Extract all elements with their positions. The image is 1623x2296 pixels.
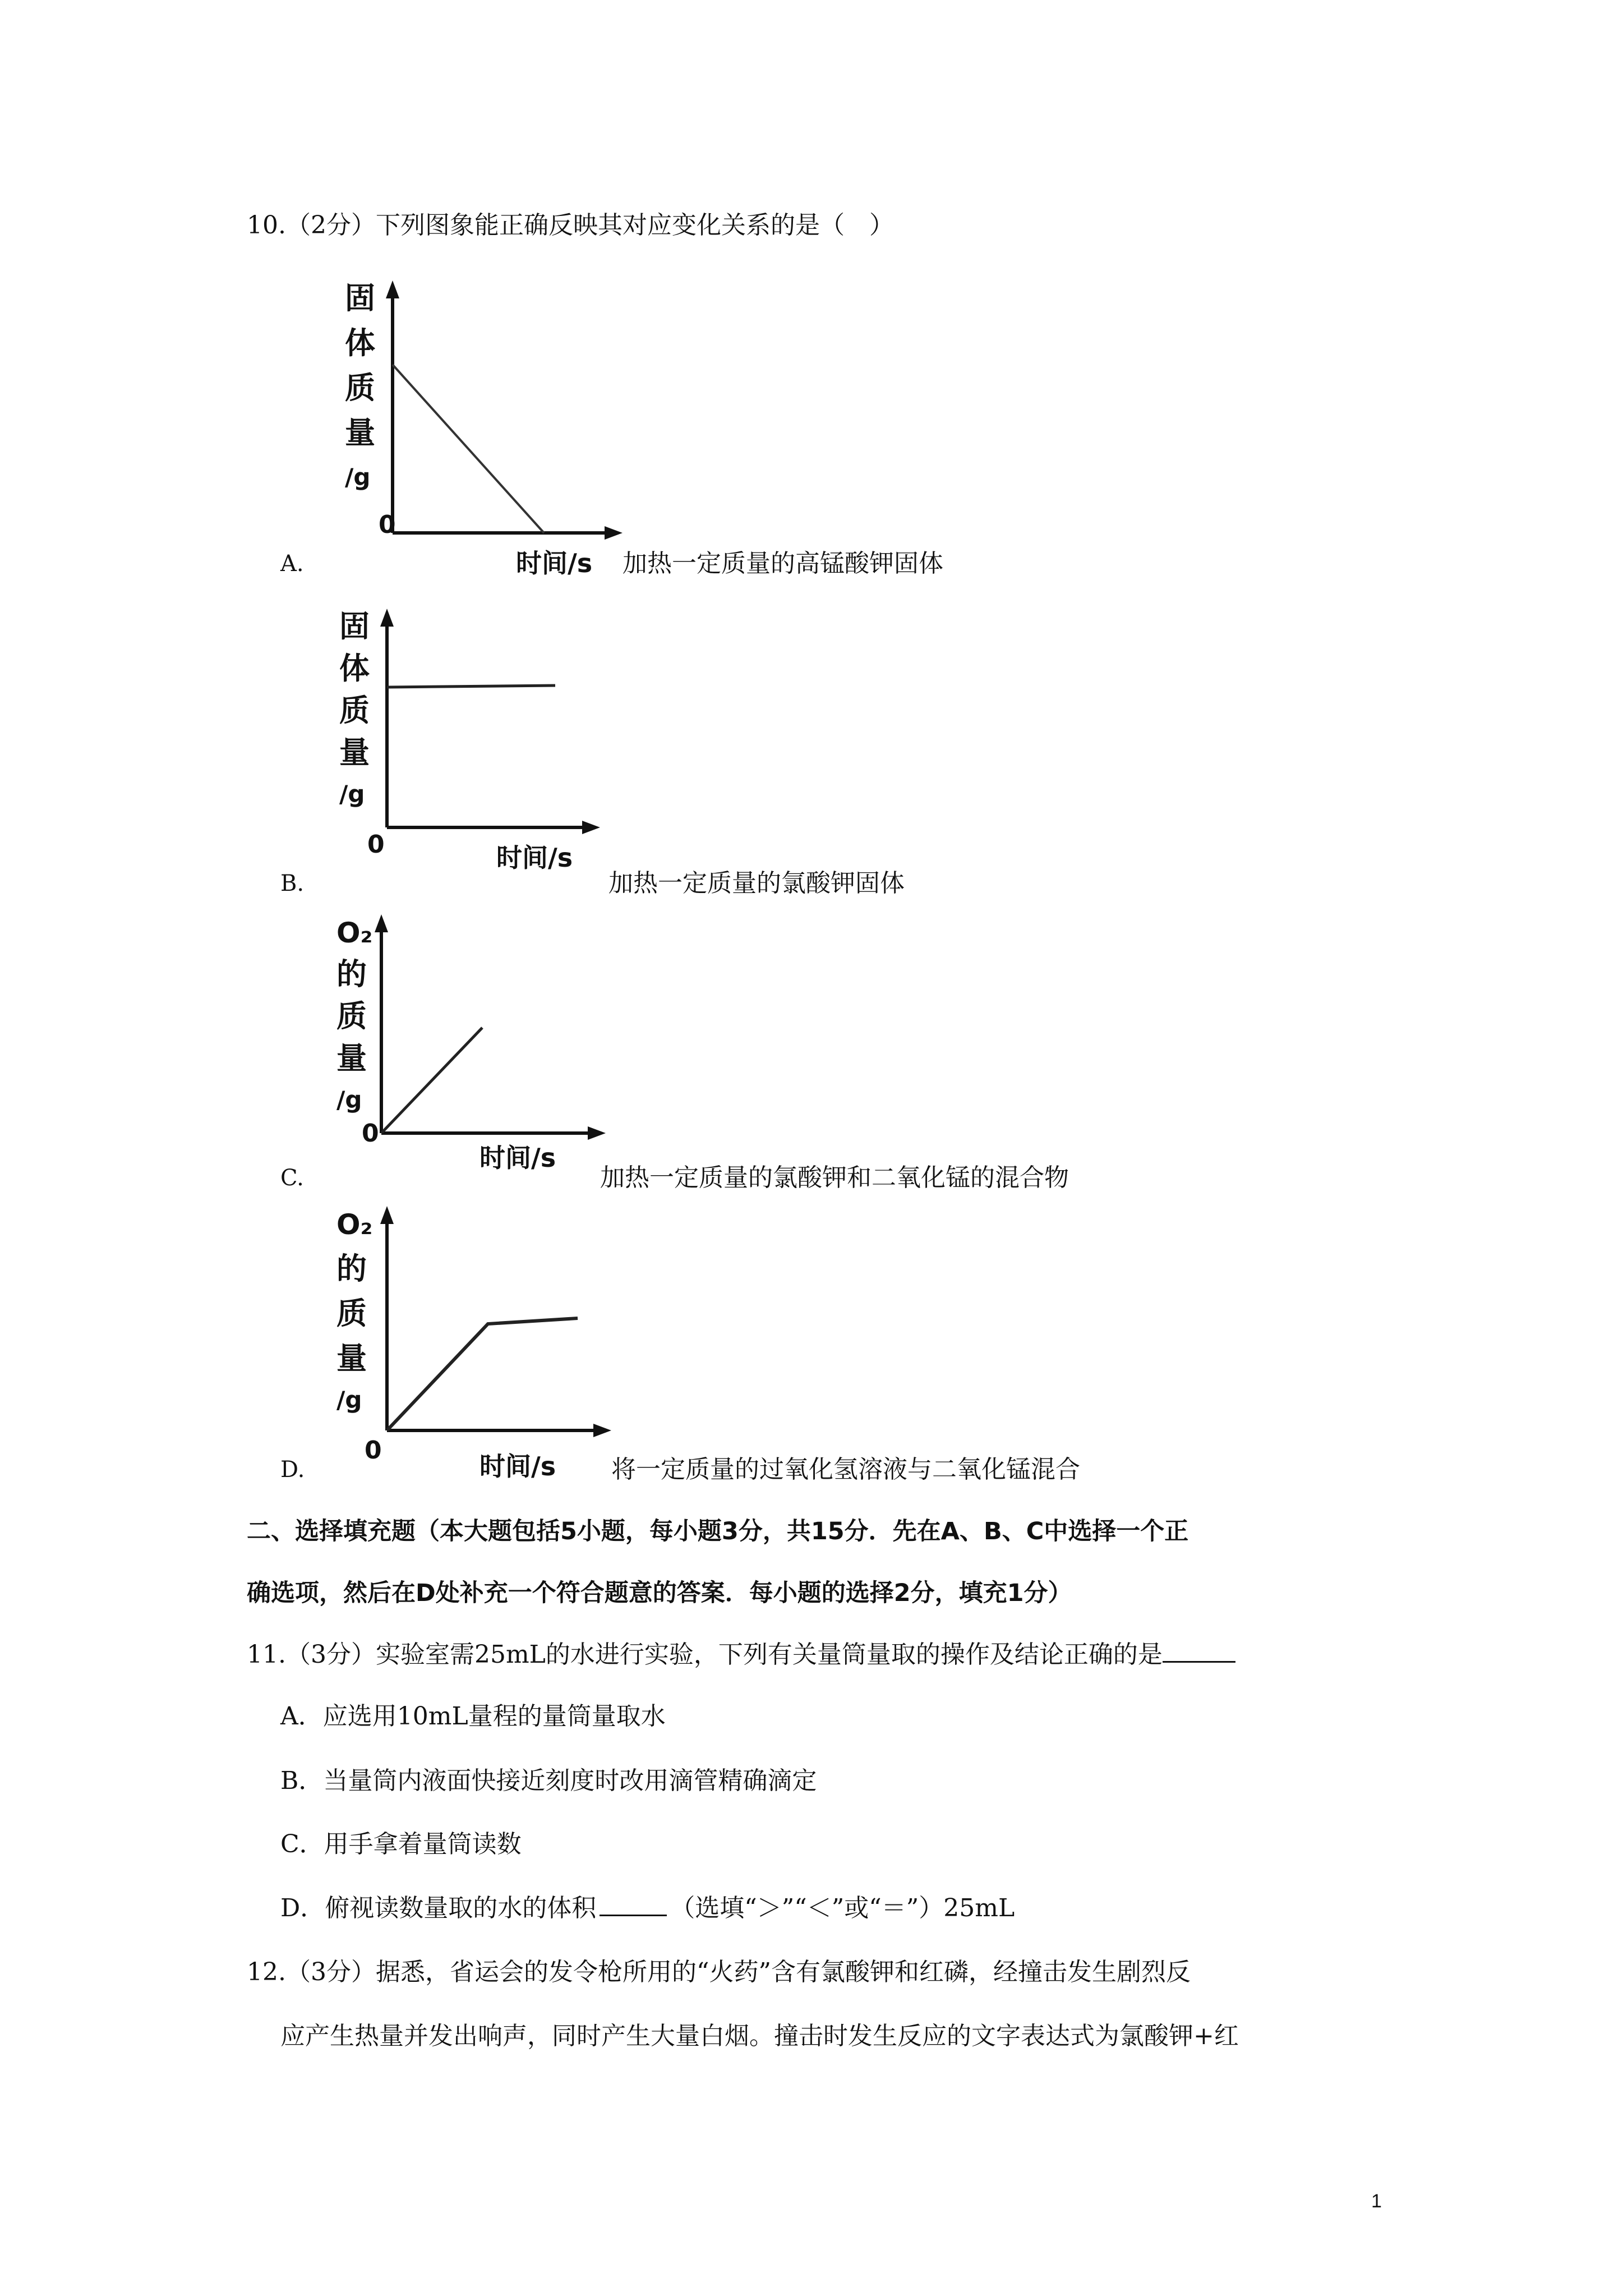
graph-option-b	[314, 603, 617, 884]
option-c-caption: 加热一定质量的氯酸钾和二氧化锰的混合物	[600, 1163, 1069, 1192]
x-label: 时间/s	[479, 1451, 556, 1481]
answer-blank[interactable]	[1163, 1639, 1235, 1663]
graph-option-a	[325, 275, 628, 589]
y-label-char: 量	[336, 1341, 367, 1376]
section2-heading-line1: 二、选择填充题（本大题包括5小题，每小题3分，共15分．先在A、B、C中选择一个正	[247, 1517, 1189, 1545]
option-a-letter: A.	[280, 551, 304, 577]
option-d-letter: D.	[280, 1457, 305, 1483]
x-label: 时间/s	[516, 548, 593, 578]
y-label-char: 质	[336, 1296, 367, 1331]
q11-option-d-text: D．俯视读数量取的水的体积	[280, 1894, 597, 1922]
x-label: 时间/s	[479, 1143, 556, 1173]
q11-option-a: A．应选用10mL量程的量筒量取水	[280, 1702, 666, 1731]
option-d-caption: 将一定质量的过氧化氢溶液与二氧化锰混合	[611, 1455, 1080, 1484]
y-label-char: 固	[345, 280, 375, 316]
y-label-char: 体	[339, 651, 370, 686]
q11-option-d-suffix: （选填“＞”“＜”或“＝”）25mL	[670, 1894, 1015, 1922]
y-label-char: 体	[345, 325, 375, 361]
origin-label: 0	[365, 1436, 382, 1465]
graph-option-c	[314, 909, 617, 1189]
answer-blank[interactable]	[600, 1892, 667, 1916]
y-label-char: 的	[336, 1251, 367, 1286]
page-number: 1	[1371, 2191, 1382, 2212]
y-label-unit: /g	[336, 1086, 362, 1114]
y-label-char: 质	[339, 693, 370, 728]
y-label-char: 质	[345, 370, 375, 406]
q11-stem	[247, 1638, 1235, 1672]
q11-option-b: B．当量筒内液面快接近刻度时改用滴管精确滴定	[280, 1766, 817, 1795]
origin-label: 0	[379, 510, 396, 539]
option-c-letter: C.	[280, 1165, 304, 1191]
y-label-unit: /g	[345, 463, 371, 491]
q12-line2: 应产生热量并发出响声，同时产生大量白烟。撞击时发生反应的文字表达式为氯酸钾+红	[280, 2022, 1239, 2050]
y-label-char: O₂	[336, 917, 373, 949]
graph-option-d	[314, 1200, 617, 1492]
y-label-char: 的	[336, 956, 367, 992]
section2-heading-line2: 确选项，然后在D处补充一个符合题意的答案．每小题的选择2分，填充1分）	[247, 1579, 1072, 1607]
q11-stem-text: 11.（3分）实验室需25mL的水进行实验，下列有关量筒量取的操作及结论正确的是	[247, 1640, 1163, 1669]
y-label-char: 量	[339, 735, 370, 770]
y-label-unit: /g	[336, 1386, 362, 1414]
y-label-char: 固	[339, 609, 370, 644]
q12-line1: 12.（3分）据悉，省运会的发令枪所用的“火药”含有氯酸钾和红磷，经撞击发生剧烈反	[247, 1958, 1191, 1986]
option-a-caption: 加热一定质量的高锰酸钾固体	[623, 549, 943, 578]
q10-stem: 10.（2分）下列图象能正确反映其对应变化关系的是（ ）	[247, 211, 894, 240]
option-b-caption: 加热一定质量的氯酸钾固体	[608, 869, 905, 898]
q11-option-d	[280, 1892, 1015, 1925]
origin-label: 0	[367, 830, 385, 859]
q11-option-c: C．用手拿着量筒读数	[280, 1830, 522, 1858]
origin-label: 0	[362, 1119, 379, 1148]
y-label-char: 量	[336, 1041, 367, 1076]
y-label-char: 质	[336, 999, 367, 1034]
y-label-char: O₂	[336, 1208, 373, 1241]
option-b-letter: B.	[280, 871, 305, 896]
x-label: 时间/s	[496, 843, 573, 873]
y-label-unit: /g	[339, 780, 365, 808]
y-label-char: 量	[345, 415, 375, 450]
